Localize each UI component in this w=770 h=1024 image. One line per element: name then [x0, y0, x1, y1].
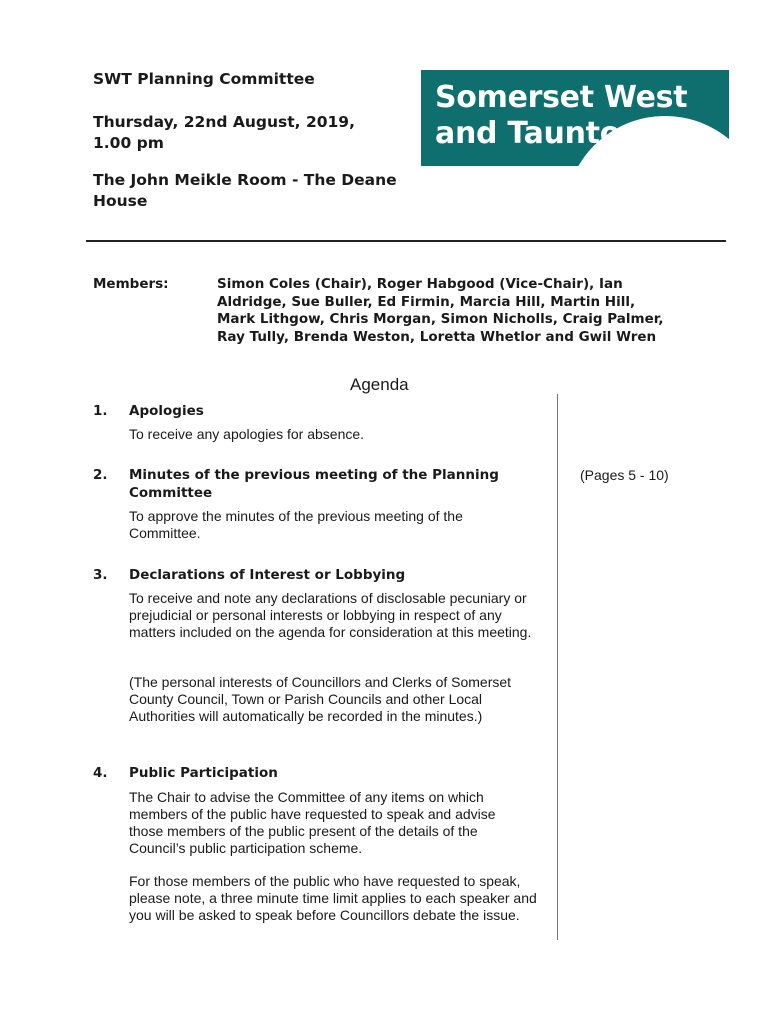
logo-text-line2: and Taunton — [435, 116, 642, 151]
pages-column-divider — [557, 394, 558, 940]
committee-name: SWT Planning Committee — [93, 70, 315, 88]
members-label: Members: — [93, 276, 169, 292]
logo-text — [435, 80, 687, 152]
agenda-item-text: For those members of the public who have requested to speak, please note, a three minute time limit applies to each speaker and you will be asked to speak before Councillors debate the issue. — [129, 873, 537, 923]
meeting-venue: The John Meikle Room - The Deane House — [93, 171, 397, 210]
agenda-item-number: 3. — [93, 567, 108, 583]
header-divider — [86, 240, 726, 242]
agenda-item-text: To receive and note any declarations of disclosable pecuniary or prejudicial or personal interests or lobbying in respect of any matters included on the agenda for consideration at this meeting. — [129, 590, 532, 640]
agenda-item-number: 2. — [93, 467, 108, 483]
agenda-item-pages: (Pages 5 - 10) — [580, 467, 669, 483]
logo-text-line1: Somerset West — [435, 80, 688, 115]
agenda-item-text: (The personal interests of Councillors and Clerks of Somerset County Council, Town or Parish Councils and other Local Authorities will automatically be recorded in the minutes.) — [129, 674, 512, 724]
agenda-item-text: The Chair to advise the Committee of any items on which members of the public have requested to speak and advise those members of the public present of the details of the Council’s public participation scheme. — [129, 789, 496, 856]
agenda-item-heading: Public Participation — [129, 765, 278, 781]
agenda-item-heading: Declarations of Interest or Lobbying — [129, 567, 406, 583]
agenda-title: Agenda — [350, 375, 409, 394]
agenda-item-number: 4. — [93, 765, 108, 781]
meeting-datetime: Thursday, 22nd August, 2019, 1.00 pm — [93, 113, 355, 152]
agenda-item-heading: Minutes of the previous meeting of the Planning Committee — [129, 467, 499, 501]
agenda-item-number: 1. — [93, 403, 108, 419]
agenda-item-heading: Apologies — [129, 403, 204, 419]
agenda-item-text: To approve the minutes of the previous meeting of the Committee. — [129, 508, 463, 541]
members-list: Simon Coles (Chair), Roger Habgood (Vice-Chair), Ian Aldridge, Sue Buller, Ed Firmin, Marcia Hill, Martin Hill, Mark Lithgow, Chris Morgan, Simon Nicholls, Craig Palmer, Ray Tully, Brenda Weston, Loretta Whetlor and Gwil Wren — [217, 276, 664, 345]
council-logo — [421, 70, 729, 166]
agenda-item-text: To receive any apologies for absence. — [129, 426, 365, 442]
